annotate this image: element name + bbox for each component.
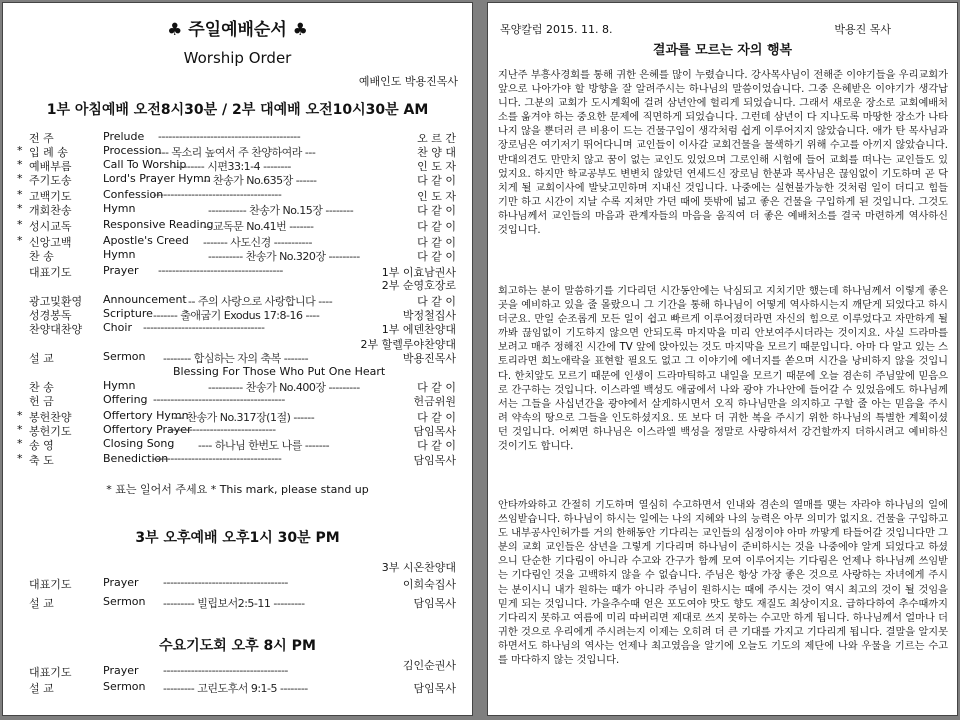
item-name: 전 주 [29, 132, 54, 145]
item-english: Offertory Hymn [103, 409, 189, 422]
bulletin-subtitle: Worship Order [183, 49, 292, 67]
item-english: Procession [103, 144, 162, 157]
column-page [487, 2, 958, 716]
order-row [3, 350, 472, 364]
item-name: 찬양대찬양 [29, 323, 83, 336]
item-name: 예배부름 [29, 160, 72, 173]
item-detail: ----------------------------------- [143, 321, 265, 334]
worship-order-page [2, 2, 473, 716]
item-person: 담임목사 [413, 597, 456, 610]
item-name: 고백기도 [29, 190, 72, 203]
order-row [3, 293, 472, 307]
item-english: Prayer [103, 664, 139, 677]
item-detail: -- 교독문 No.41번 ------- [203, 220, 314, 233]
order-row [3, 664, 472, 678]
item-detail: ---------- 찬송가 No.320장 --------- [208, 250, 360, 263]
star-marker: * [17, 437, 23, 450]
item-person: 인 도 자 [417, 160, 456, 173]
item-person: 다 같 이 [417, 204, 456, 217]
afternoon-choir: 3부 시온찬양대 [381, 561, 456, 574]
item-detail: ----------------------------------------- [158, 130, 301, 143]
order-row [3, 576, 472, 590]
service-heading: 1부 아침예배 오전8시30분 / 2부 대예배 오전10시30분 AM [46, 102, 429, 118]
item-detail: --- 목소리 높여서 주 찬양하여라 --- [158, 146, 316, 159]
item-person: 담임목사 [413, 682, 456, 695]
item-person: 박정철집사 [402, 309, 456, 322]
order-row [3, 264, 472, 278]
star-marker: * [17, 188, 23, 201]
worship-leader: 예배인도 박용진목사 [358, 75, 458, 88]
item-english: Responsive Reading [103, 218, 214, 231]
column-label: 목양칼럼 2015. 11. 8. [500, 23, 613, 36]
item-detail: --------- 시편33:1-4 -------- [173, 160, 291, 173]
item-name: 설 교 [29, 352, 54, 365]
item-english: Closing Song [103, 437, 175, 450]
item-english: Sermon [103, 595, 146, 608]
item-detail: ------------------------------------ [163, 664, 288, 677]
item-detail: ------------------------------------- [153, 452, 282, 465]
order-row [3, 321, 472, 335]
item-name: 광고및환영 [29, 295, 83, 308]
item-person: 박용진목사 [402, 352, 456, 365]
item-english: Sermon [103, 680, 146, 693]
item-person: 오 르 간 [417, 132, 456, 145]
column-paragraph-2: 회고하는 분이 말씀하기를 기다리던 시간동안에는 낙심되고 지치기만 했는데 하나님께서 이렇게 좋은 곳을 예비하고 있을 줄 몰랐으니 그 기간을 통해 하나님이 어떻게 역사하시는지 깨닫게 되었다고 하시더군요. 만일 순조롭게 모든 일이 쉽고 빠르게 이루어졌더라면 자신의 힘으로 이루었다고 자만하게 될까봐 끊임없이 기도하지 않으면 안되도록 마지막을 미리 안보여주시더라는 것이지요. 사실 드라마를 보려고 매주 정해진 시간에 TV 앞에 앉아있는 것도 마지막을 모르기 때문입니다. 아마 다 알고 있는 스토리라면 희노애락을 표현할 필요도 없고 그 이야기에 에너지를 쏟으며 시간을 낭비하지 않을 것입니다. 한치앞도 모르기 때문에 인생이 드라마틱하고 내일을 모르기 때문에 오늘 겸손히 주님앞에 믿음으로 간구하는 것입니다. 이스라엘 백성도 애굽에서 나와 광야 가나안에 들어갈 수 있었음에도 하나님께서는 그들을 사십년간을 광야에서 살게하시면서 오직 하나님만을 의지하고 구할 줄 아는 믿음을 주시려 약속의 땅으로 그들을 인도하셨지요. 또 보다 더 귀한 복을 주시기 위한 하나님의 특별한 계획이셨던 것입니다. 어쩌면 하나님은 이스라엘 백성을 정말로 사랑하셔서 강건할까지 더하시려고 예비하신 것이기도 합니다. [498, 286, 948, 453]
item-english: Confession [103, 188, 164, 201]
star-marker: * [17, 172, 23, 185]
column-title: 결과를 모르는 자의 행복 [652, 43, 793, 58]
item-detail: ------------------------------- [168, 423, 276, 436]
order-row [3, 130, 472, 144]
item-name: 성경봉독 [29, 309, 72, 322]
column-paragraph-3: 안타까와하고 간절히 기도하며 열심히 수고하면서 인내와 겸손의 열매를 맺는 자라야 하나님의 일에 쓰임받습니다. 하나님이 하시는 일에는 나의 지혜와 나의 능력은 아무 의미가 없지요. 건물을 구입하고도 내부공사인허가를 거의 한해동안 기다리는 교인들의 심정이야 아마 까맣게 타들어갈 것입니다만 그분의 교회 교인들은 삼년을 그렇게 기다리며 하나님이 준비하시는 것을 나중에야 알게 되었다고 하셨으니 단순한 기다림이 아니라 수고와 간구가 함께 모여 이루어지는 기다림은 언제나 하나님께 쓰임받는 기다림인 것을 고백하지 않을 수 없습니다. 주님은 항상 가장 좋은 것으로 사랑하는 자녀에게 주시는 분이시니 내가 원하는 때가 아니라 주님이 원하시는 때에 주시는 것이 역시 최고의 것이 될 것임을 믿게 되는 것입니다. 가을추수때 얻은 포도여야 맛도 향도 재질도 최상이지요. 급하다하여 추수때까지 기다리지 못하고 여름에 미리 따버리면 제대로 쓰지 못하는 수고만 하게 됩니다. 하나님께서 얼마나 더 귀한 것으로 우리에게 주시려는지 이제는 오히려 더 큰 기대를 가지고 기다리게 됩니다. 결말을 알지못하면서도 하나님의 역사는 언제나 최고였음을 알기에 오늘도 기도의 제단에 나와 우물을 기르는 수고를 마다하지 않는 것입니다. [498, 500, 948, 667]
item-name: 축 도 [29, 454, 54, 467]
item-detail: ------------------------------------ [163, 576, 288, 589]
item-english: Sermon [103, 350, 146, 363]
star-marker: * [17, 144, 23, 157]
item-name: 대표기도 [29, 666, 72, 679]
sermon-title-english: Blessing For Those Who Put One Heart [173, 365, 386, 378]
item-name: 개회찬송 [29, 204, 72, 217]
item-name: 대표기도 [29, 266, 72, 279]
item-name: 봉헌기도 [29, 425, 72, 438]
item-name: 성시교독 [29, 220, 72, 233]
item-detail: -------- 합심하는 자의 축복 ------- [163, 352, 309, 365]
item-person: 다 같 이 [417, 236, 456, 249]
item-person: 다 같 이 [417, 381, 456, 394]
star-marker: * [17, 423, 23, 436]
item-name: 설 교 [29, 597, 54, 610]
item-person: 이희숙집사 [402, 578, 456, 591]
item-person: 1부 이효남권사 [381, 266, 456, 279]
item-person: 담임목사 [413, 425, 456, 438]
star-marker: * [17, 202, 23, 215]
item-detail: ------- 출애굽기 Exodus 17:8-16 ---- [153, 309, 320, 322]
wednesday-prayer-person: 김인순권사 [402, 659, 456, 672]
order-row [3, 188, 472, 202]
item-name: 헌 금 [29, 395, 54, 408]
bulletin-title: ♣ 주일예배순서 ♣ [167, 20, 308, 40]
item-name: 신앙고백 [29, 236, 72, 249]
item-person: 다 같 이 [417, 174, 456, 187]
order-row [3, 307, 472, 321]
item-english: Prayer [103, 264, 139, 277]
item-detail: --------- 고린도후서 9:1-5 -------- [163, 682, 308, 695]
item-person: 다 같 이 [417, 295, 456, 308]
order-row [3, 423, 472, 437]
item-name: 찬 송 [29, 381, 54, 394]
column-author: 박용진 목사 [834, 23, 891, 36]
item-name: 대표기도 [29, 578, 72, 591]
item-english: Offertory Prayer [103, 423, 192, 436]
item-person: 인 도 자 [417, 190, 456, 203]
item-english: Scripture [103, 307, 153, 320]
star-marker: * [17, 158, 23, 171]
star-marker: * [17, 409, 23, 422]
item-detail: --- 찬송가 No.317장(1절) ------ [173, 411, 315, 424]
item-person: 찬 양 대 [417, 146, 456, 159]
item-name: 입 례 송 [29, 146, 68, 159]
item-detail: ---- 하나님 한번도 나를 ------- [198, 439, 330, 452]
item-english: Apostle's Creed [103, 234, 189, 247]
star-marker: * [17, 218, 23, 231]
item-name: 송 영 [29, 439, 54, 452]
order-row [3, 379, 472, 393]
item-english: Prelude [103, 130, 145, 143]
order-row [3, 452, 472, 466]
order-row [3, 595, 472, 609]
item-person: 1부 에덴찬양대 [381, 323, 456, 336]
item-english: Hymn [103, 202, 136, 215]
item-person: 헌금위원 [413, 395, 456, 408]
item-detail: --------- 빌립보서2:5-11 --------- [163, 597, 305, 610]
item-detail: -- 찬송가 No.635장 ------ [203, 174, 317, 187]
item-person: 다 같 이 [417, 411, 456, 424]
star-marker: * [17, 452, 23, 465]
item-detail: ------------------------------------- [153, 188, 282, 201]
item-english: Hymn [103, 248, 136, 261]
item-person: 다 같 이 [417, 220, 456, 233]
order-row [3, 248, 472, 262]
item-detail: ---------- 찬송가 No.400장 --------- [208, 381, 360, 394]
item-english: Choir [103, 321, 132, 334]
column-paragraph-1: 지난주 부흥사경회를 통해 귀한 은혜를 많이 누렸습니다. 강사목사님이 전해준 이야기들을 우리교회가 앞으로 나아가야 할 방향을 잘 알려주시는 하나님의 말씀이었습니다. 그중 은혜받은 이야기가 생각납니다. 그분의 교회가 도시계획에 걸려 삼년안에 헐리게 되었습니다. 그래서 새로운 장소로 교회예배처소를 옮겨야 하는 중요한 문제에 직면하게 되었습니다. 그런데 삼년이 다 지나도록 마땅한 장소가 나타나지 않을 뿐더러 큰 비용이 드는 건물구입이 생각처럼 쉽게 이루어지지 않았습니다. 애가 탄 목사님과 장로님은 여기저기 뛰어다니며 교인들이 이사갈 교회건물을 물색하기 위해 수고를 아끼지 않았습니다. 반대의견도 만만치 않고 꿈이 없는 교인도 있었으며 그로인해 시험에 들어 교회를 떠나는 교인들도 있었지요. 하지만 학교공부도 변변치 않았던 연세드신 장로님 한분과 목사님은 끊임없이 기도하며 곧 닥치게 될 교회이사에 발낮고민하며 지내신 것입니다. 나중에는 실현불가능한 것처럼 일이 더디고 힘들기만 하고 시간이 지날 수록 지쳐만 가던 때에 뜻밖에 넓고 좋은 건물을 구입하게 된 것입니다. 그것도 하나님께서 교인들의 마음과 관계자들의 마음을 움직여 더 좋은 예배처소를 결국 마련하게 역사하신 것입니다. [498, 70, 948, 237]
item-english: Prayer [103, 576, 139, 589]
afternoon-heading: 3부 오후예배 오후1시 30분 PM [135, 530, 340, 546]
item-name: 주기도송 [29, 174, 72, 187]
order-row [3, 680, 472, 694]
stand-note: * 표는 일어서 주세요 * This mark, please stand up [106, 483, 369, 496]
item-detail: ----------- 찬송가 No.15장 -------- [208, 204, 354, 217]
item-name: 설 교 [29, 682, 54, 695]
item-detail: -------------------------------------- [153, 393, 285, 406]
wednesday-heading: 수요기도회 오후 8시 PM [159, 638, 316, 654]
order-row [3, 409, 472, 423]
choir-second-service: 2부 할렐루야찬양대 [360, 338, 456, 351]
order-row [3, 218, 472, 232]
item-english: Announcement [103, 293, 187, 306]
item-english: Offering [103, 393, 148, 406]
order-row [3, 393, 472, 407]
item-english: Call To Worship [103, 158, 187, 171]
item-english: Benediction [103, 452, 169, 465]
item-name: 찬 송 [29, 250, 54, 263]
order-row [3, 234, 472, 248]
order-row [3, 144, 472, 158]
order-row [3, 158, 472, 172]
item-person: 다 같 이 [417, 250, 456, 263]
order-row [3, 437, 472, 451]
item-detail: ------------------------------------ [158, 264, 283, 277]
item-detail: ------- 사도신경 ----------- [203, 236, 312, 249]
prayer-second-service: 2부 순영호장로 [381, 279, 456, 292]
star-marker: * [17, 234, 23, 247]
order-row [3, 172, 472, 186]
item-english: Hymn [103, 379, 136, 392]
order-row [3, 202, 472, 216]
item-name: 봉헌찬양 [29, 411, 72, 424]
item-person: 담임목사 [413, 454, 456, 467]
item-detail: -- 주의 사랑으로 사랑합니다 ---- [188, 295, 333, 308]
item-english: Lord's Prayer Hymn [103, 172, 211, 185]
item-person: 다 같 이 [417, 439, 456, 452]
